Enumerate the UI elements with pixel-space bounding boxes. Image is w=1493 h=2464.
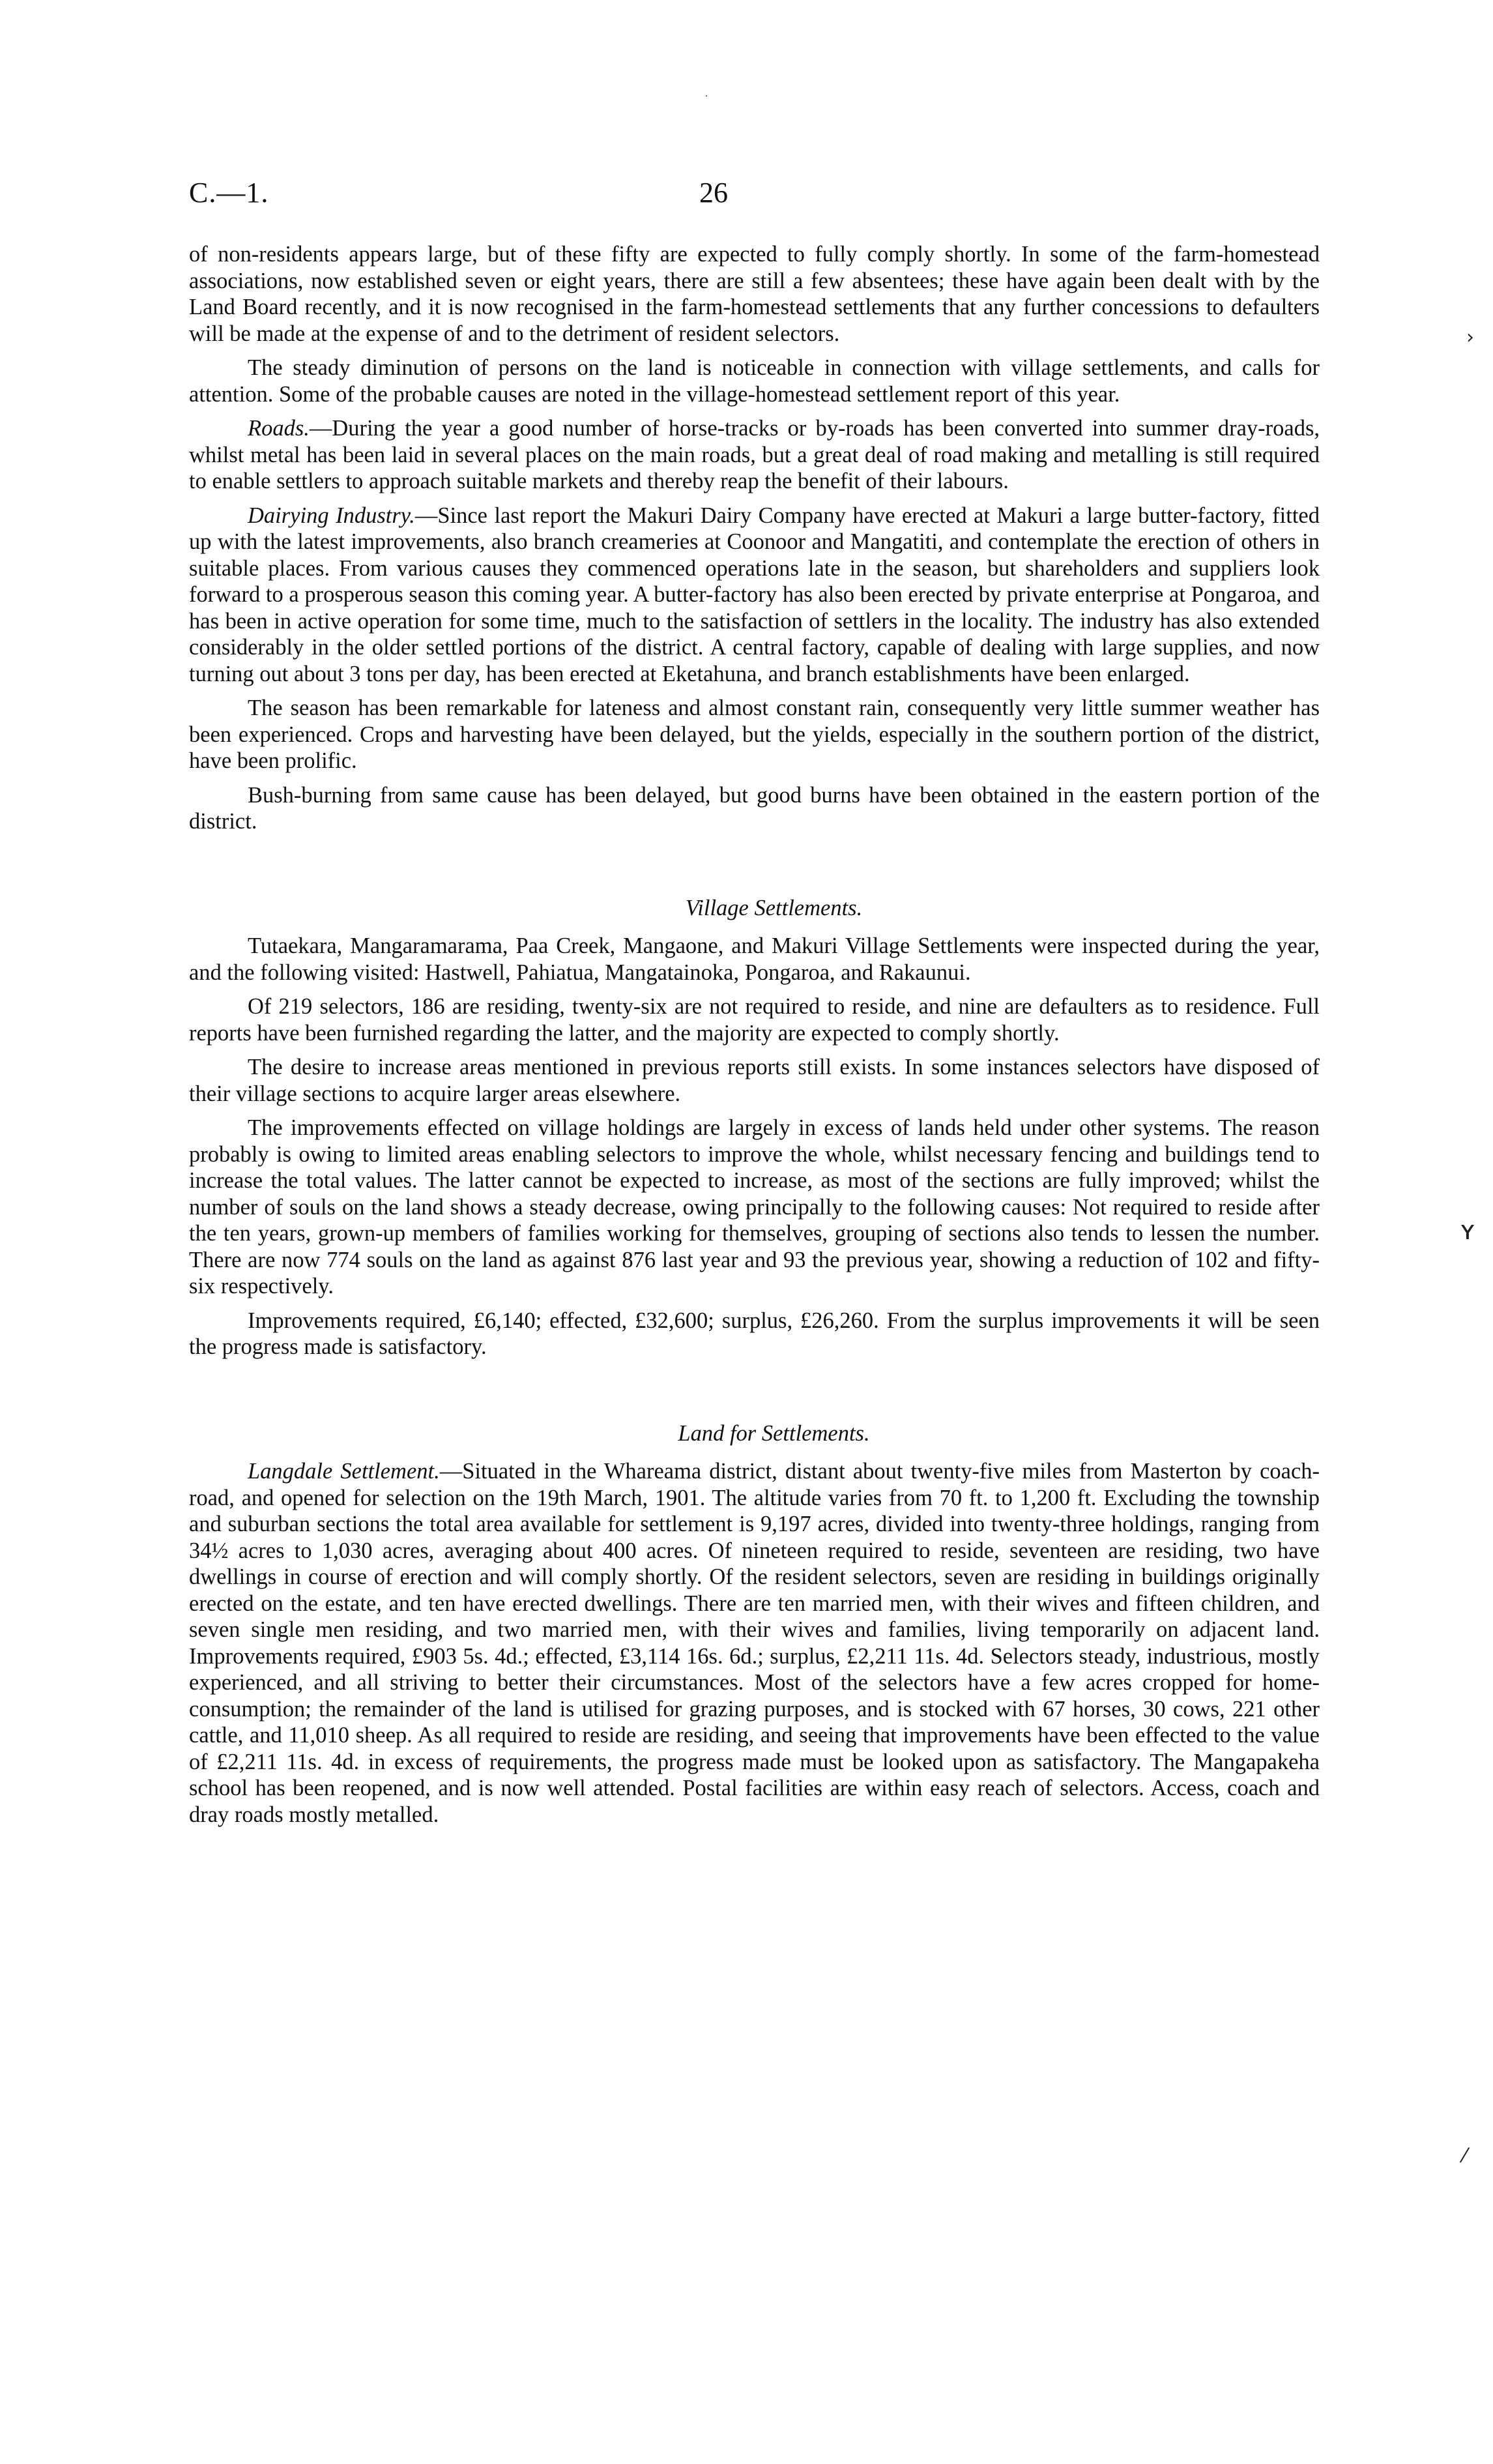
paragraph-season: The season has been remarkable for lateness and almost constant rain, consequently very little summer weather has been experienced. Crops and harvesting have been delayed, but the yields, especially in the southern portion of the district, have been prolific. <box>189 696 1320 773</box>
paragraph-langdale <box>189 1458 1320 1828</box>
langdale-lead: Langdale Settlement. <box>248 1459 440 1484</box>
paragraph-village-surplus: Improvements required, £6,140; effected, £32,600; surplus, £26,260. From the surplus improvements it will be seen the progress made is satisfactory. <box>189 1308 1320 1359</box>
paragraph-diminution: The steady diminution of persons on the land is noticeable in connection with village settlements, and calls for attention. Some of the probable causes are noted in the village-homestead settlement report of this year. <box>189 355 1320 407</box>
roads-text: —During the year a good number of horse-tracks or by-roads has been converted into summer dray-roads, whilst metal has been laid in several places on the main roads, but a great deal of road making and metalling is still required to enable settlers to approach suitable markets and thereby reap the benefit of their labours. <box>189 416 1320 493</box>
page-header <box>189 176 1316 222</box>
scan-mark-right-3: ⁄ <box>1463 2145 1467 2167</box>
roads-lead: Roads. <box>248 416 310 441</box>
paragraph-dairying <box>189 503 1320 688</box>
paragraph-village-improvements: The improvements effected on village holdings are largely in excess of lands held under other systems. The reason probably is owing to limited areas enabling selectors to improve the whole, whilst necessary fencing and buildings tend to increase the total values. The latter cannot be expected to increase, as most of the sections are fully improved; whilst the number of souls on the land shows a steady decrease, owing principally to the following causes: Not required to reside after the ten years, grown-up members of families working for themselves, grouping of sections also tends to lessen the number. There are now 774 souls on the land as against 876 last year and 93 the previous year, showing a reduction of 102 and fifty-six respectively. <box>189 1115 1320 1298</box>
page-number: 26 <box>699 177 728 209</box>
page-body <box>189 241 1320 1836</box>
document-reference: C.—1. <box>189 177 269 209</box>
paragraph-non-residents: of non-residents appears large, but of these fifty are expected to fully comply shortly. In some of the farm-homestead associations, now established seven or eight years, there are still a few absentees; these have again been dealt with by the Land Board recently, and it is now recognised in the farm-homestead settlements that any further concessions to defaulters will be made at the expense of and to the detriment of resident selectors. <box>189 242 1320 346</box>
scan-mark-right-2: ʏ <box>1460 1216 1476 1246</box>
dairying-text: —Since last report the Makuri Dairy Company have erected at Makuri a large butter-factory, fitted up with the latest improvements, also branch creameries at Coonoor and Mangatiti, and contemplate the erection of others in suitable places. From various causes they commenced operations late in the season, but shareholders and suppliers look forward to a prosperous season this coming year. A butter-factory has also been erected by private enterprise at Pongaroa, and has been in active operation for some time, much to the satisfaction of settlers in the locality. The industry has also extended considerably in the older settled portions of the district. A central factory, capable of dealing with large supplies, and now turning out about 3 tons per day, has been erected at Eketahuna, and branch establishments have been enlarged. <box>189 503 1320 686</box>
scan-mark-right-1: › <box>1466 326 1474 349</box>
langdale-text: —Situated in the Whareama district, distant about twenty-five miles from Masterton by coach-road, and opened for selection on the 19th March, 1901. The altitude varies from 70 ft. to 1,200 ft. Excluding the township and suburban sections the total area available for settlement is 9,197 acres, divided into twenty-three holdings, ranging from 34½ acres to 1,030 acres, averaging about 400 acres. Of nineteen required to reside, seventeen are residing, two have dwellings in course of erection and will comply shortly. Of the resident selectors, seven are residing in buildings originally erected on the estate, and ten have erected dwellings. There are ten married men, with their wives and fifteen children, and seven single men residing, and two married men, with their wives and families, living temporarily on adjacent land. Improvements required, £903 5s. 4d.; effected, £3,114 16s. 6d.; surplus, £2,211 11s. 4d. Selectors steady, industrious, mostly experienced, and all striving to better their circumstances. Most of the selectors have a few acres cropped for home-consumption; the remainder of the land is utilised for grazing purposes, and is stocked with 67 horses, 30 cows, 221 other cattle, and 11,010 sheep. As all required to reside are residing, and seeing that improvements have been effected to the value of £2,211 11s. 4d. in excess of requirements, the progress made must be looked upon as satisfactory. The Mangapakeha school has been reopened, and is now well attended. Postal facilities are within easy reach of selectors. Access, coach and dray roads mostly metalled. <box>189 1459 1320 1827</box>
paragraph-village-inspected: Tutaekara, Mangaramarama, Paa Creek, Mangaone, and Makuri Village Settlements were inspected during the year, and the following visited: Hastwell, Pahiatua, Mangatainoka, Pongaroa, and Rakaunui. <box>189 933 1320 985</box>
heading-village-settlements: Village Settlements. <box>685 895 863 920</box>
dairying-lead: Dairying Industry. <box>248 503 415 528</box>
heading-land-for-settlements: Land for Settlements. <box>678 1420 870 1446</box>
paragraph-village-selectors: Of 219 selectors, 186 are residing, twenty-six are not required to reside, and nine are defaulters as to residence. Full reports have been furnished regarding the latter, and the majority are expected to comply shortly. <box>189 994 1320 1046</box>
paragraph-roads <box>189 415 1320 495</box>
paragraph-bush-burning: Bush-burning from same cause has been delayed, but good burns have been obtained in the eastern portion of the district. <box>189 782 1320 834</box>
scan-mark-top: · <box>705 91 708 102</box>
paragraph-village-areas: The desire to increase areas mentioned in previous reports still exists. In some instances selectors have disposed of their village sections to acquire larger areas elsewhere. <box>189 1055 1320 1106</box>
